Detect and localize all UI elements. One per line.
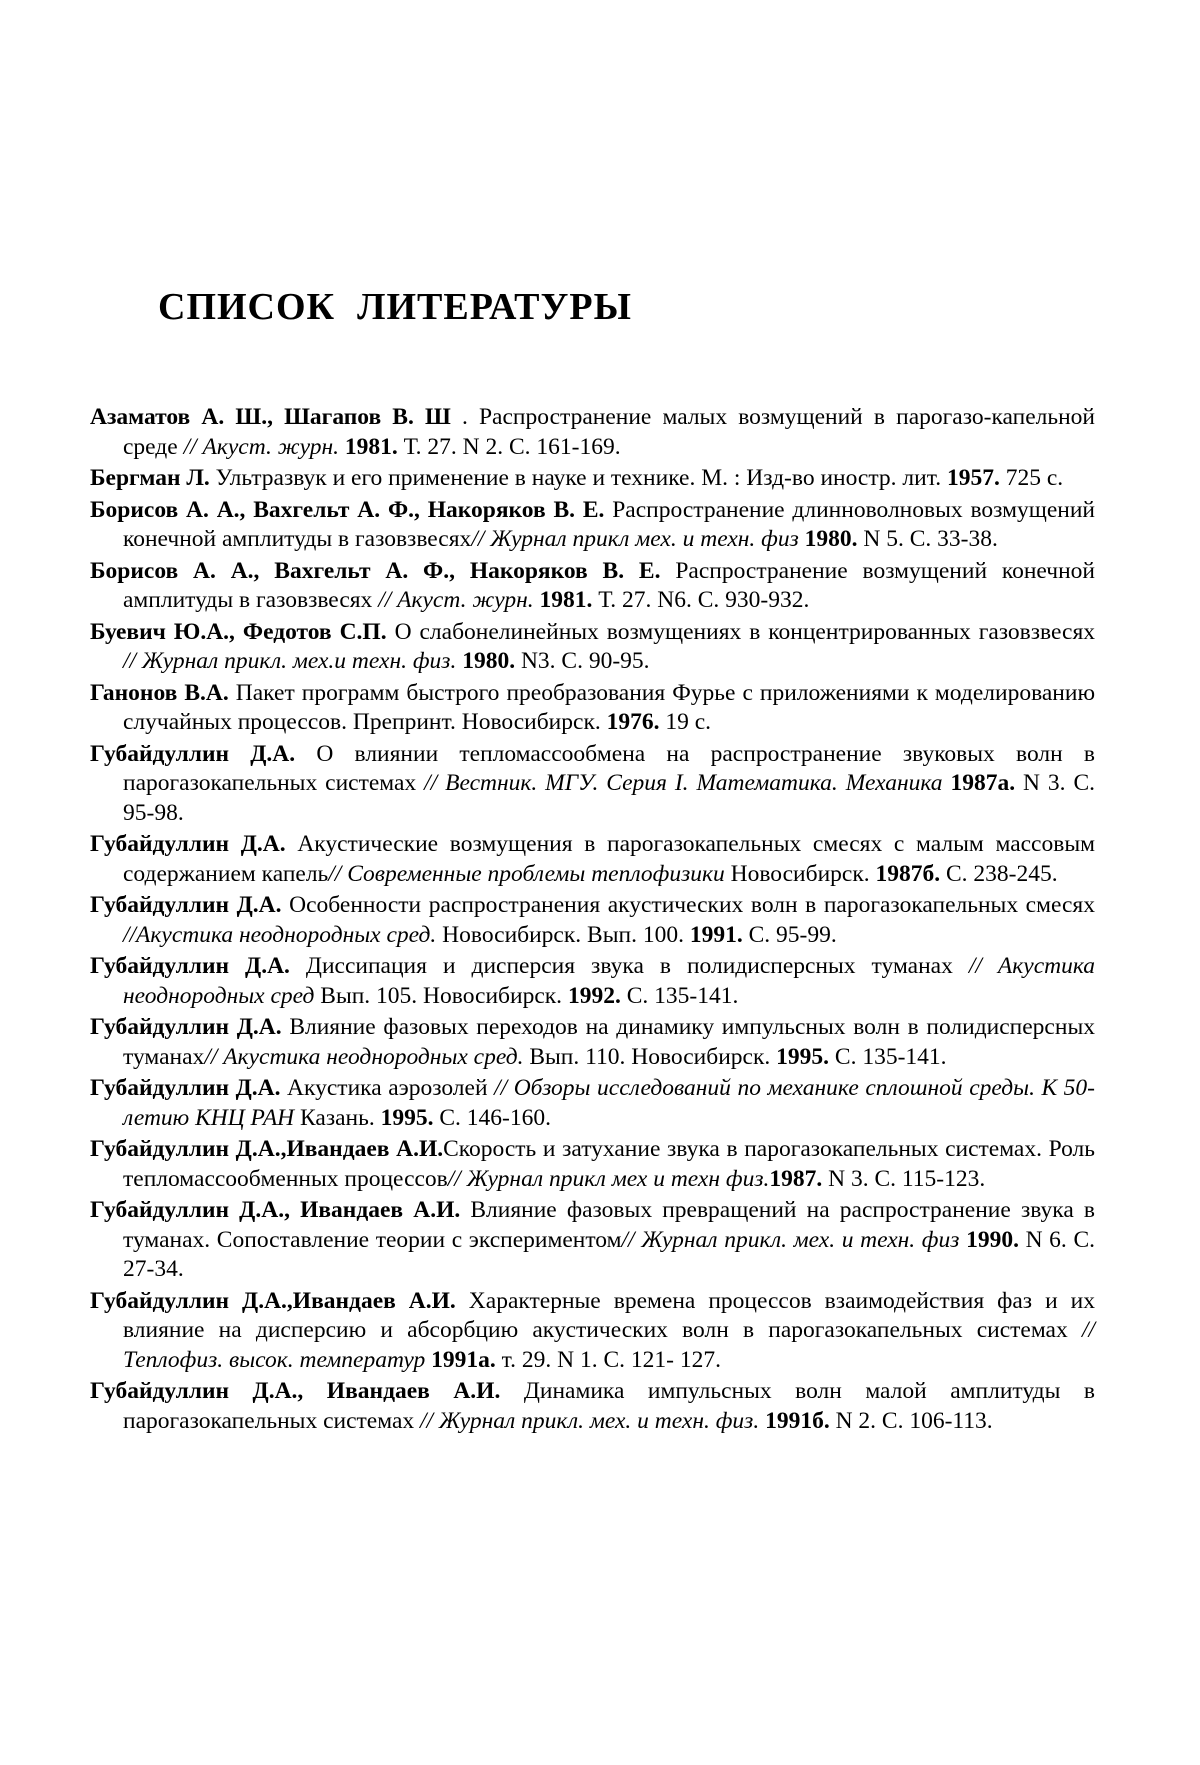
reference-year: 1992. — [567, 982, 621, 1009]
reference-authors: Губайдуллин Д.А. — [90, 831, 286, 857]
reference-source: // Обзоры исследований по механике сплошной среды. К 50-летию КНЦ РАН — [123, 1075, 1095, 1131]
reference-year: 1991б. — [765, 1407, 830, 1434]
reference-authors: Губайдуллин Д.А. — [90, 892, 282, 918]
reference-entry — [90, 1287, 1095, 1376]
reference-year: 1995. — [776, 1043, 830, 1070]
reference-authors: Борисов А. А., Вахгельт А. Ф., Накоряков В. Е. — [90, 496, 605, 523]
reference-entry — [90, 557, 1095, 616]
reference-source: // Современные проблемы теплофизики — [328, 860, 725, 887]
reference-year: 1991. — [689, 921, 743, 948]
reference-text: Новосибирск. Вып. 100. — [436, 921, 690, 948]
reference-entry — [90, 740, 1095, 829]
reference-text: О слабонелинейных возмущениях в концентрированных газовзвесях — [386, 618, 1096, 645]
reference-entry — [90, 618, 1095, 677]
reference-source: //Акустика неоднородных сред. — [123, 921, 437, 948]
reference-source: // Журнал прикл. мех.и техн. физ. — [123, 648, 457, 674]
reference-entry — [90, 1013, 1095, 1072]
reference-source: // Журнал прикл мех. и техн. физ — [471, 526, 799, 552]
reference-source: // Журнал прикл. мех. и техн. физ. — [420, 1407, 760, 1434]
reference-source: // Акуст. журн. — [378, 587, 534, 613]
reference-source: // Журнал прикл мех и техн физ. — [447, 1165, 770, 1192]
reference-details: N 3. С. 115-123. — [822, 1165, 986, 1192]
reference-text: Вып. 105. Новосибирск. — [314, 982, 568, 1009]
reference-year: 1987а. — [950, 770, 1016, 796]
reference-source: // Вестник. МГУ. Серия I. Математика. Механика — [424, 770, 943, 796]
reference-text: Казань. — [294, 1104, 381, 1131]
reference-details: С. 146-160. — [433, 1104, 551, 1131]
page-title — [158, 285, 632, 329]
reference-text: . Распространение малых возмущений в парогазо-капельной среде — [123, 404, 1095, 460]
reference-source: // Акустика неоднородных сред. — [204, 1043, 524, 1070]
reference-text: Распространение длинноволновых возмущений конечной амплитуды в газовзвесях — [123, 496, 1095, 552]
reference-authors: Азаматов А. Ш., Шагапов В. Ш — [90, 404, 451, 430]
reference-text: Характерные времена процессов взаимодействия фаз и их влияние на дисперсию и абсорбцию акустических волн в парогазокапельных системах — [123, 1287, 1095, 1343]
reference-entry — [90, 496, 1095, 555]
reference-authors: Губайдуллин Д.А.,Ивандаев А.И. — [90, 1287, 456, 1314]
reference-authors: Буевич Ю.А., Федотов С.П. — [90, 618, 387, 645]
title-word-1: СПИСОК — [158, 286, 336, 328]
reference-entry — [90, 1377, 1095, 1436]
reference-year: 1981. — [539, 587, 593, 613]
reference-details: N 3. С. 95-98. — [123, 770, 1096, 826]
reference-entry — [90, 679, 1095, 738]
reference-details: N 6. С. 27-34. — [123, 1226, 1096, 1282]
reference-entry — [90, 830, 1095, 889]
reference-entry — [90, 1135, 1095, 1194]
reference-year: 1976. — [606, 709, 660, 735]
reference-details: Т. 27. N 2. С. 161-169. — [397, 433, 621, 460]
reference-text: О влиянии тепломассообмена на распространение звуковых волн в парогазокапельных системах — [123, 740, 1095, 796]
reference-authors: Бергман Л. — [90, 465, 210, 491]
reference-details: 725 с. — [999, 465, 1064, 491]
reference-authors: Ганонов В.А. — [90, 679, 229, 706]
reference-year: 1991а. — [431, 1346, 496, 1373]
reference-authors: Губайдуллин Д.А. — [90, 1014, 282, 1040]
reference-text: Вып. 110. Новосибирск. — [523, 1043, 777, 1070]
reference-source: // Журнал прикл. мех. и техн. физ — [621, 1226, 960, 1253]
reference-authors: Борисов А. А., Вахгельт А. Ф., Накоряков В. Е. — [90, 557, 661, 584]
reference-entry — [90, 891, 1095, 950]
reference-details: С. 135-141. — [620, 982, 739, 1009]
reference-text: Динамика импульсных волн малой амплитуды в парогазокапельных системах — [123, 1378, 1095, 1434]
reference-year: 1980. — [462, 648, 516, 674]
reference-source: // Акустика неоднородных сред — [123, 953, 1096, 1009]
reference-entry — [90, 952, 1095, 1011]
reference-entry — [90, 464, 1095, 494]
reference-details: С. 135-141. — [829, 1043, 947, 1070]
reference-source: // Теплофиз. высок. температур — [123, 1317, 1095, 1373]
reference-details: Т. 27. N6. С. 930-932. — [592, 587, 810, 613]
reference-text: Влияние фазовых переходов на динамику импульсных волн в полидисперсных туманах — [123, 1014, 1095, 1070]
reference-entry — [90, 403, 1095, 462]
reference-text: Акустические возмущения в парогазокапельных смесях с малым массовым содержанием капель — [123, 831, 1095, 887]
reference-details: т. 29. N 1. С. 121- 127. — [495, 1346, 721, 1373]
reference-text: Скорость и затухание звука в парогазокапельных системах. Роль тепломассообменных процессов — [123, 1136, 1095, 1192]
reference-authors: Губайдуллин Д.А., Ивандаев А.И. — [90, 1378, 501, 1404]
reference-year: 1987б. — [875, 860, 941, 887]
reference-authors: Губайдуллин Д.А. — [90, 953, 290, 979]
reference-list — [90, 403, 1095, 1438]
reference-text: Ультразвук и его применение в науке и технике. М. : Изд-во иностр. лит. — [209, 465, 947, 491]
reference-text: Пакет программ быстрого преобразования Фурье с приложениями к моделированию случайных процессов. Препринт. Новосибирск. — [123, 679, 1095, 735]
reference-text: Влияние фазовых превращений на распространение звука в туманах. Сопоставление теории с экспериментом — [123, 1197, 1095, 1253]
reference-year: 1995. — [380, 1104, 434, 1131]
reference-year: 1981. — [344, 433, 398, 460]
reference-authors: Губайдуллин Д.А., Ивандаев А.И. — [90, 1197, 461, 1223]
reference-authors: Губайдуллин Д.А. — [90, 740, 296, 767]
reference-entry — [90, 1196, 1095, 1285]
reference-year: 1980. — [804, 526, 858, 552]
title-word-2: ЛИТЕРАТУРЫ — [357, 286, 632, 328]
reference-authors: Губайдуллин Д.А. — [90, 1075, 281, 1101]
reference-details: С. 238-245. — [940, 860, 1058, 887]
reference-details: N 2. С. 106-113. — [829, 1407, 993, 1434]
reference-year: 1987. — [769, 1165, 823, 1192]
reference-text: Акустика аэрозолей — [280, 1075, 495, 1101]
reference-details: N3. С. 90-95. — [515, 648, 650, 674]
reference-source: // Акуст. журн. — [183, 433, 339, 460]
reference-text: Диссипация и дисперсия звука в полидисперсных туманах — [289, 953, 969, 979]
reference-year: 1957. — [946, 465, 1000, 491]
reference-text: Распространение возмущений конечной амплитуды в газовзвесях — [123, 557, 1095, 613]
reference-authors: Губайдуллин Д.А.,Ивандаев А.И. — [90, 1136, 444, 1162]
reference-text: Особенности распространения акустических волн в парогазокапельных смесях — [281, 892, 1095, 918]
reference-details: С. 95-99. — [742, 921, 837, 948]
reference-year: 1990. — [966, 1226, 1019, 1253]
reference-details: 19 с. — [659, 709, 712, 735]
reference-entry — [90, 1074, 1095, 1133]
reference-text: Новосибирск. — [724, 860, 876, 887]
reference-details: N 5. С. 33-38. — [857, 526, 998, 552]
